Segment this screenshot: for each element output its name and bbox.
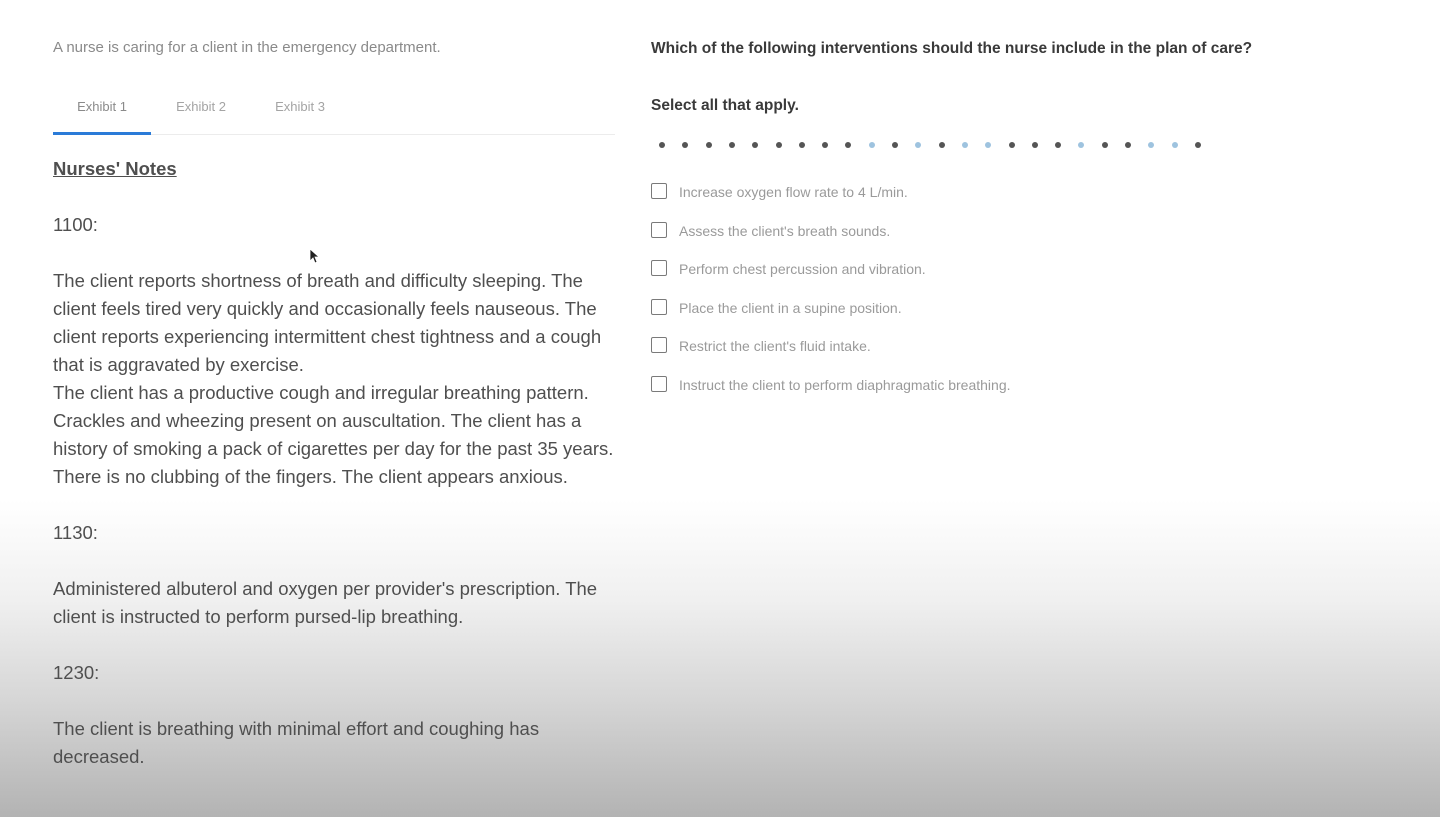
note-time-1130: 1130:	[53, 522, 98, 543]
progress-dot	[1055, 142, 1061, 148]
note-paragraph: The client has a productive cough and irregular breathing pattern. Crackles and wheezing present on auscultation. The client has a history of smoking a pack of cigarettes per day for the past 35 years. There is no clubbing of the fingers. The client appears anxious.	[53, 382, 614, 487]
note-time-1100: 1100:	[53, 214, 98, 235]
checkbox[interactable]	[651, 337, 667, 353]
progress-dot	[799, 142, 805, 148]
option-label: Increase oxygen flow rate to 4 L/min.	[679, 184, 908, 200]
progress-dots	[659, 142, 1259, 152]
progress-dot	[1195, 142, 1201, 148]
tab-exhibit-2[interactable]: Exhibit 2	[176, 99, 226, 114]
tab-exhibit-3[interactable]: Exhibit 3	[275, 99, 325, 114]
progress-dot	[1102, 142, 1108, 148]
progress-dot	[776, 142, 782, 148]
progress-dot	[892, 142, 898, 148]
progress-dot	[1125, 142, 1131, 148]
checkbox[interactable]	[651, 222, 667, 238]
notes-title: Nurses' Notes	[53, 158, 177, 179]
mouse-cursor-icon	[309, 248, 319, 264]
case-stem: A nurse is caring for a client in the emergency department.	[53, 39, 441, 56]
nurses-notes	[53, 155, 615, 771]
progress-dot	[1078, 142, 1084, 148]
checkbox[interactable]	[651, 183, 667, 199]
question-instruction: Select all that apply.	[651, 97, 799, 114]
exhibit-tabs	[53, 96, 615, 135]
note-paragraph: Administered albuterol and oxygen per provider's prescription. The client is instructed to perform pursed-lip breathing.	[53, 578, 598, 627]
progress-dot	[869, 142, 875, 148]
checkbox[interactable]	[651, 299, 667, 315]
checkbox[interactable]	[651, 260, 667, 276]
option-label: Assess the client's breath sounds.	[679, 222, 891, 239]
progress-dot	[1032, 142, 1038, 148]
progress-dot	[729, 142, 735, 148]
option-label: Place the client in a supine position.	[679, 299, 902, 316]
note-paragraph: The client reports shortness of breath and difficulty sleeping. The client feels tired very quickly and occasionally feels nauseous. The client reports experiencing intermittent chest tightness and a cough that is aggravated by exercise.	[53, 270, 602, 375]
progress-dot	[939, 142, 945, 148]
progress-dot	[985, 142, 991, 148]
option-label: Perform chest percussion and vibration.	[679, 261, 926, 278]
progress-dot	[915, 142, 921, 148]
checkbox[interactable]	[651, 376, 667, 392]
tab-exhibit-1[interactable]: Exhibit 1	[53, 96, 151, 135]
progress-dot	[1172, 142, 1178, 148]
option-label: Instruct the client to perform diaphragmatic breathing.	[679, 376, 1011, 393]
question-text: Which of the following interventions should the nurse include in the plan of care?	[651, 40, 1253, 57]
progress-dot	[1009, 142, 1015, 148]
option-label: Restrict the client's fluid intake.	[679, 338, 871, 355]
progress-dot	[822, 142, 828, 148]
progress-dot	[845, 142, 851, 148]
progress-dot	[659, 142, 665, 148]
progress-dot	[706, 142, 712, 148]
note-paragraph: The client is breathing with minimal effort and coughing has decreased.	[53, 718, 540, 767]
note-time-1230: 1230:	[53, 662, 100, 683]
progress-dot	[962, 142, 968, 148]
progress-dot	[1148, 142, 1154, 148]
progress-dot	[752, 142, 758, 148]
progress-dot	[682, 142, 688, 148]
